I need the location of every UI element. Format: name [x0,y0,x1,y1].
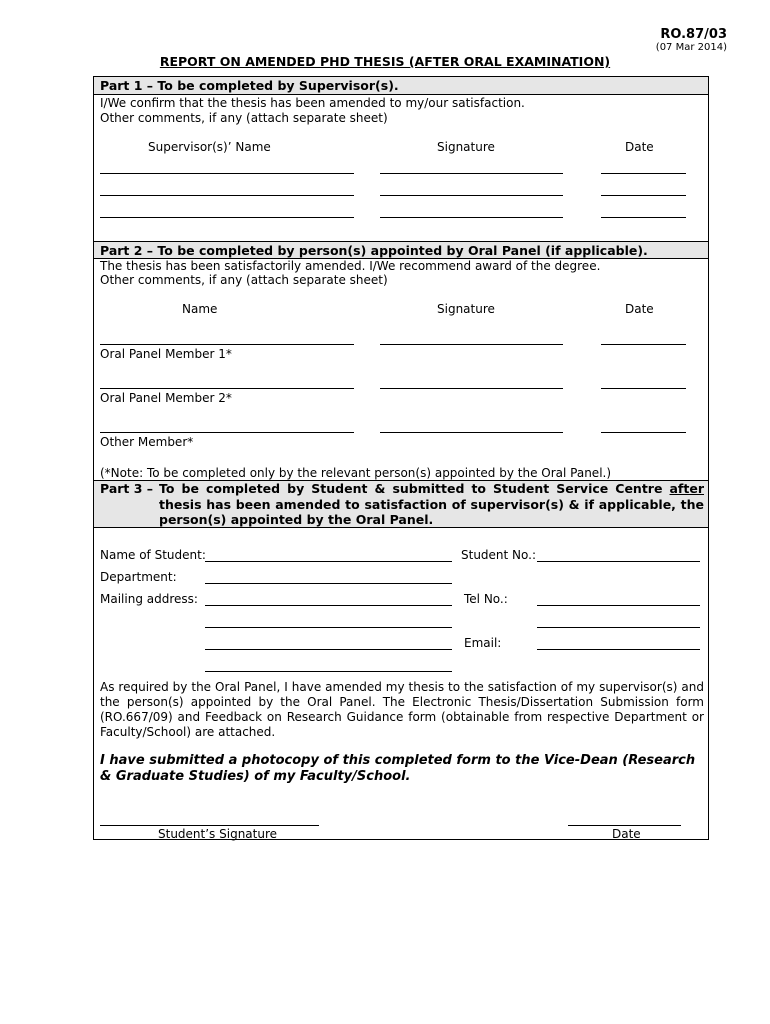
part1-comments-text: Other comments, if any (attach separate sheet) [100,111,388,125]
email-field[interactable] [537,649,700,650]
form-reference: RO.87/03 [660,27,727,42]
student-no-label: Student No.: [461,548,537,562]
part1-col-name: Supervisor(s)’ Name [148,140,271,154]
member2-label: Oral Panel Member 2* [100,391,232,405]
part2-comments-text: Other comments, if any (attach separate sheet) [100,273,388,287]
email-label: Email: [464,636,502,650]
member1-name-line[interactable] [100,344,354,345]
part1-col-signature: Signature [437,140,495,154]
supervisor-date-line-2[interactable] [601,195,686,196]
other-member-date-line[interactable] [601,432,686,433]
supervisor-name-line-1[interactable] [100,173,354,174]
mailing-address-field-3[interactable] [205,649,452,650]
part1-confirmation-text: I/We confirm that the thesis has been amended to my/our satisfaction. [100,96,525,110]
member2-signature-line[interactable] [380,388,563,389]
member1-date-line[interactable] [601,344,686,345]
other-member-name-line[interactable] [100,432,354,433]
part3-header-divider [93,527,709,528]
mailing-address-field-4[interactable] [205,671,452,672]
part2-col-date: Date [625,302,654,316]
part1-col-date: Date [625,140,654,154]
part3-heading-text: To be completed by Student & submitted to Student Service Centre after thesis has been amended to satisfaction of supervisor(s) & if applicable, the person(s) appointed by the Oral Panel. [159,481,704,527]
part3-label: Part 3 – [100,481,154,496]
mailing-address-field-1[interactable] [205,605,452,606]
photocopy-notice: I have submitted a photocopy of this completed form to the Vice-Dean (Research & Graduate Studies) of my Faculty/School. [100,753,696,784]
part2-heading: Part 2 – To be completed by person(s) appointed by Oral Panel (if applicable). [100,243,648,258]
student-date-line[interactable] [568,825,681,826]
department-label: Department: [100,570,177,584]
student-name-label: Name of Student: [100,548,206,562]
other-member-label: Other Member* [100,435,194,449]
member1-label: Oral Panel Member 1* [100,347,232,361]
tel-no-label: Tel No.: [464,592,508,606]
member1-signature-line[interactable] [380,344,563,345]
tel-no-field[interactable] [537,605,700,606]
document-title: REPORT ON AMENDED PHD THESIS (AFTER ORAL EXAMINATION) [159,54,611,69]
student-date-label: Date [612,827,641,841]
mailing-address-field-2[interactable] [205,627,452,628]
supervisor-signature-line-3[interactable] [380,217,563,218]
part1-header-divider [93,94,709,95]
part3-emphasis: after [669,481,704,496]
supervisor-signature-line-2[interactable] [380,195,563,196]
form-revision-date: (07 Mar 2014) [655,42,727,53]
mailing-address-label: Mailing address: [100,592,198,606]
student-signature-label: Student’s Signature [158,827,278,841]
part1-heading: Part 1 – To be completed by Supervisor(s). [100,78,399,93]
part2-note: (*Note: To be completed only by the relevant person(s) appointed by the Oral Panel.) [100,466,612,480]
supervisor-name-line-3[interactable] [100,217,354,218]
student-no-field[interactable] [537,561,700,562]
supervisor-date-line-3[interactable] [601,217,686,218]
member2-date-line[interactable] [601,388,686,389]
declaration-paragraph: As required by the Oral Panel, I have amended my thesis to the satisfaction of my supervisor(s) and the person(s) appointed by the Oral Panel. The Electronic Thesis/Dissertation Submission form (RO.667/09) and Feedback on Research Guidance form (obtainable from respective Department or Faculty/School) are attached. [100,680,704,739]
part2-col-signature: Signature [437,302,495,316]
member2-name-line[interactable] [100,388,354,389]
tel-no-field-2[interactable] [537,627,700,628]
supervisor-date-line-1[interactable] [601,173,686,174]
department-field[interactable] [205,583,452,584]
supervisor-signature-line-1[interactable] [380,173,563,174]
student-name-field[interactable] [205,561,452,562]
other-member-signature-line[interactable] [380,432,563,433]
student-signature-line[interactable] [100,825,319,826]
part2-col-name: Name [182,302,218,316]
supervisor-name-line-2[interactable] [100,195,354,196]
part2-recommendation-text: The thesis has been satisfactorily amended. I/We recommend award of the degree. [100,259,601,273]
